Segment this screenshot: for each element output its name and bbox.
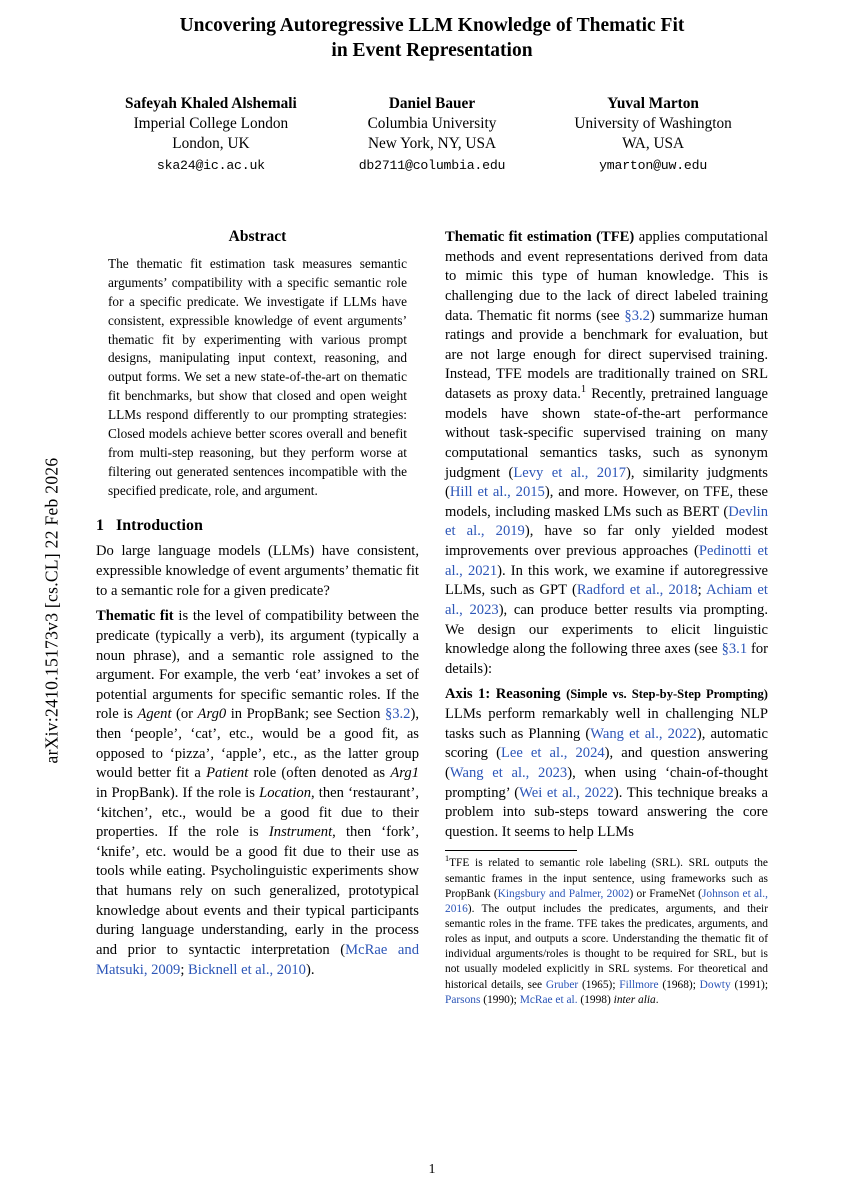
runin-tfe: Thematic fit estimation (TFE): [445, 229, 635, 245]
term-arg0: Arg0: [197, 706, 227, 723]
paragraph-text: Recently, pretrained language models have shown state-of-the-art performance without task-specific supervised training on many computational semantics tasks, such as synonym judgment (: [445, 386, 768, 481]
section-number: 1: [96, 517, 104, 535]
paragraph-text: ). In this work, we examine if autoregressive LLMs, such as GPT (: [445, 562, 768, 599]
author-location: New York, NY, USA: [367, 135, 497, 153]
citation-kingsbury-palmer-2002[interactable]: Kingsbury and Palmer, 2002: [497, 887, 630, 900]
citation-mcrae-1998[interactable]: McRae et al.: [519, 993, 578, 1006]
title-line-1: Uncovering Autoregressive LLM Knowledge of Thematic Fit: [179, 15, 685, 36]
paragraph-text: ;: [697, 582, 707, 599]
runin-thematic-fit: Thematic fit: [96, 608, 174, 625]
paragraph-text: ). This technique breaks a problem into sub-steps toward answering the core question. It seems to help LLMs: [445, 784, 768, 840]
abstract-heading: Abstract: [228, 228, 287, 245]
footnote-text: (1968);: [658, 978, 700, 991]
term-location: Location: [259, 784, 311, 801]
author-name: Yuval Marton: [607, 94, 699, 112]
author-affiliation: University of Washington: [574, 115, 732, 133]
author-email: ska24@ic.ac.uk: [156, 158, 265, 174]
paragraph-text: ), have so far only yielded modest improvements over previous approaches (: [445, 523, 768, 559]
footnote-text: (1965);: [578, 978, 620, 991]
section-heading-introduction: [96, 517, 419, 535]
citation-radford-2018[interactable]: Radford et al., 2018: [576, 582, 698, 599]
paragraph-text: (or: [171, 706, 198, 723]
paragraph-intro-2: [96, 607, 419, 980]
footnote-text: TFE is related to semantic role labeling (SRL). SRL outputs the semantic frames in the input sentence, using frameworks such as PropBank (: [445, 857, 768, 900]
footnote-1: [445, 856, 768, 1008]
paragraph-text: ;: [180, 961, 189, 978]
citation-lee-2024[interactable]: Lee et al., 2024: [500, 745, 605, 762]
citation-fillmore-1968[interactable]: Fillmore: [619, 978, 659, 991]
section-ref-3-2[interactable]: §3.2: [624, 307, 650, 324]
author-name: Daniel Bauer: [388, 94, 476, 112]
page-title: [96, 8, 768, 64]
paper-content: [96, 0, 768, 1200]
runin-axis-1-subtitle: (Simple vs. Step-by-Step Prompting): [566, 687, 768, 702]
paragraph-tfe: [445, 228, 768, 679]
paragraph-text: LLMs perform remarkably well in challenging NLP tasks such as Planning (: [445, 706, 768, 742]
footnote-marker[interactable]: 1: [580, 384, 587, 396]
paragraph-text: Do large language models (LLMs) have consistent, expressible knowledge of event arguments’ thematic fit to a semantic role for a given predicate?: [96, 543, 419, 599]
citation-wang-2023[interactable]: Wang et al., 2023: [449, 764, 568, 781]
citation-wang-2022[interactable]: Wang et al., 2022: [590, 725, 697, 742]
citation-gruber-1965[interactable]: Gruber: [545, 978, 579, 991]
term-agent: Agent: [137, 706, 172, 723]
paragraph-text: ), and question answering (: [445, 745, 768, 781]
footnote-text: ). The output includes the predicates, arguments, and their semantic roles in the frame. TFE takes the predicates, arguments, and roles as input, and outputs a score. Understanding the thematic fit of individual arguments/roles is thought to be required for SRL, but is not usually modeled explicitly in SRL systems. For theoretical and historical details, see: [445, 902, 768, 991]
paragraph-text: in PropBank). If the role is: [96, 784, 260, 801]
footnote-divider: [445, 850, 577, 851]
footnote-text: (1998): [577, 993, 614, 1006]
paragraph-text: , then ‘fork’, ‘knife’, etc. would be a good fit due to their use as tools while eating. Psycholinguistic experiments show that humans rely on such generalized, prototypical knowledge about events and their typical participants during language understanding, early in the process and prior to syntactic interpretation (: [96, 824, 419, 958]
footnote-number: 1: [445, 854, 450, 864]
author-affiliation: Columbia University: [367, 115, 497, 133]
author-name: Safeyah Khaled Alshemali: [125, 94, 297, 112]
citation-bicknell-2010[interactable]: Bicknell et al., 2010: [188, 961, 306, 978]
author-entry: [102, 94, 320, 175]
paragraph-text: ), and more. However, on TFE, these models, including masked LMs such as BERT (: [445, 484, 768, 520]
citation-levy-2017[interactable]: Levy et al., 2017: [513, 464, 626, 481]
term-patient: Patient: [206, 765, 249, 782]
citation-dowty-1991[interactable]: Dowty: [699, 978, 731, 991]
abstract-text: The thematic fit estimation task measures semantic arguments’ compatibility with a specific semantic role for a specific predicate. We investigate if LLMs have consistent, expressible knowledge of event arguments’ thematic fit by experimenting with various prompt designs, manipulating input context, reasoning, and output forms. We set a new state-of-the-art on thematic fit benchmarks, but show that closed and open weight LLMs respond differently to our prompting strategies: Closed models achieve better scores overall and benefit from multi-step reasoning, but they perform worse at filtering out generated sentences incompatible with the specified predicate, role, and argument.: [108, 256, 407, 498]
footnote-text: (1991);: [730, 978, 768, 991]
paragraph-text: ), then ‘people’, ‘cat’, etc., would be a good fit, as opposed to ‘pizza’, ‘apple’, etc., as the latter group would better fit a: [96, 706, 419, 782]
citation-achiam-2023[interactable]: Achiam et al., 2023: [445, 582, 768, 618]
paragraph-text: applies computational methods and event representations derived from data to mimic this type of human knowledge. This is challenging due to the lack of direct labeled training data. Thematic fit norms (see: [445, 229, 768, 324]
citation-devlin-2019[interactable]: Devlin et al., 2019: [445, 503, 768, 540]
paragraph-intro-1: [96, 542, 419, 601]
title-line-2: in Event Representation: [331, 39, 533, 61]
right-column: [445, 228, 768, 1008]
author-entry: [323, 94, 541, 175]
author-location: WA, USA: [622, 135, 685, 153]
paragraph-text: ).: [305, 961, 315, 978]
footnote-text: ) or FrameNet (: [629, 887, 702, 900]
author-email: ymarton@uw.edu: [599, 158, 708, 174]
paragraph-text: ), when using ‘chain-of-thought prompting’ (: [445, 764, 769, 801]
paragraph-text: role (often denoted as: [248, 765, 391, 782]
paragraph-text: in PropBank; see Section: [226, 706, 385, 723]
paragraph-text: ), similarity judgments (: [445, 464, 768, 501]
runin-axis-1: Axis 1: Reasoning: [445, 686, 561, 703]
citation-pedinotti-2021[interactable]: Pedinotti et al., 2021: [445, 543, 768, 579]
paragraph-axis-1: [445, 685, 768, 842]
paragraph-text: ), can produce better results via prompting. We design our experiments to elicit linguistic knowledge along the following three axes (see: [445, 601, 768, 658]
citation-johnson-2016[interactable]: Johnson et al., 2016: [445, 887, 768, 915]
two-column-body: [96, 228, 768, 1008]
citation-mcrae-matsuki-2009[interactable]: McRae and Matsuki, 2009: [96, 941, 419, 978]
paragraph-text: ) summarize human ratings and provide a benchmark for evaluation, but are not large enough for direct supervised training. Instead, TFE models are traditionally trained on SRL datasets as proxy data.: [445, 307, 768, 402]
author-block: [96, 94, 768, 175]
page-number: 1: [428, 1162, 436, 1177]
paragraph-text: is the level of compatibility between the predicate (typically a verb), its argument (typically a noun phrase), and a semantic role assigned to the argument. For example, the verb ‘eat’ invokes a set of potential arguments for specific semantic roles. If the role is: [96, 608, 419, 723]
author-affiliation: Imperial College London: [133, 115, 289, 133]
citation-parsons-1990[interactable]: Parsons: [445, 993, 481, 1006]
term-instrument: Instrument: [268, 824, 333, 841]
author-entry: [544, 94, 762, 175]
section-ref-3-2[interactable]: §3.2: [384, 706, 411, 723]
citation-wei-2022[interactable]: Wei et al., 2022: [519, 784, 614, 801]
section-title: Introduction: [116, 517, 203, 535]
citation-hill-2015[interactable]: Hill et al., 2015: [449, 484, 545, 501]
paragraph-text: ), automatic scoring (: [445, 725, 769, 762]
term-arg1: Arg1: [390, 765, 419, 782]
footnote-text: (1990);: [480, 993, 520, 1006]
section-ref-3-1[interactable]: §3.1: [721, 641, 748, 658]
author-location: London, UK: [172, 135, 250, 153]
author-email: db2711@columbia.edu: [358, 158, 506, 174]
footnote-inter-alia: inter alia: [613, 993, 656, 1006]
paragraph-text: for details):: [445, 641, 768, 677]
arxiv-stamp: arXiv:2410.15173v3 [cs.CL] 22 Feb 2026: [41, 457, 62, 764]
left-column: [96, 228, 419, 1008]
paragraph-text: , then ‘restaurant’, ‘kitchen’, etc., would be a good fit due to their properties. If the role is: [96, 784, 419, 841]
footnote-text: .: [655, 993, 659, 1006]
